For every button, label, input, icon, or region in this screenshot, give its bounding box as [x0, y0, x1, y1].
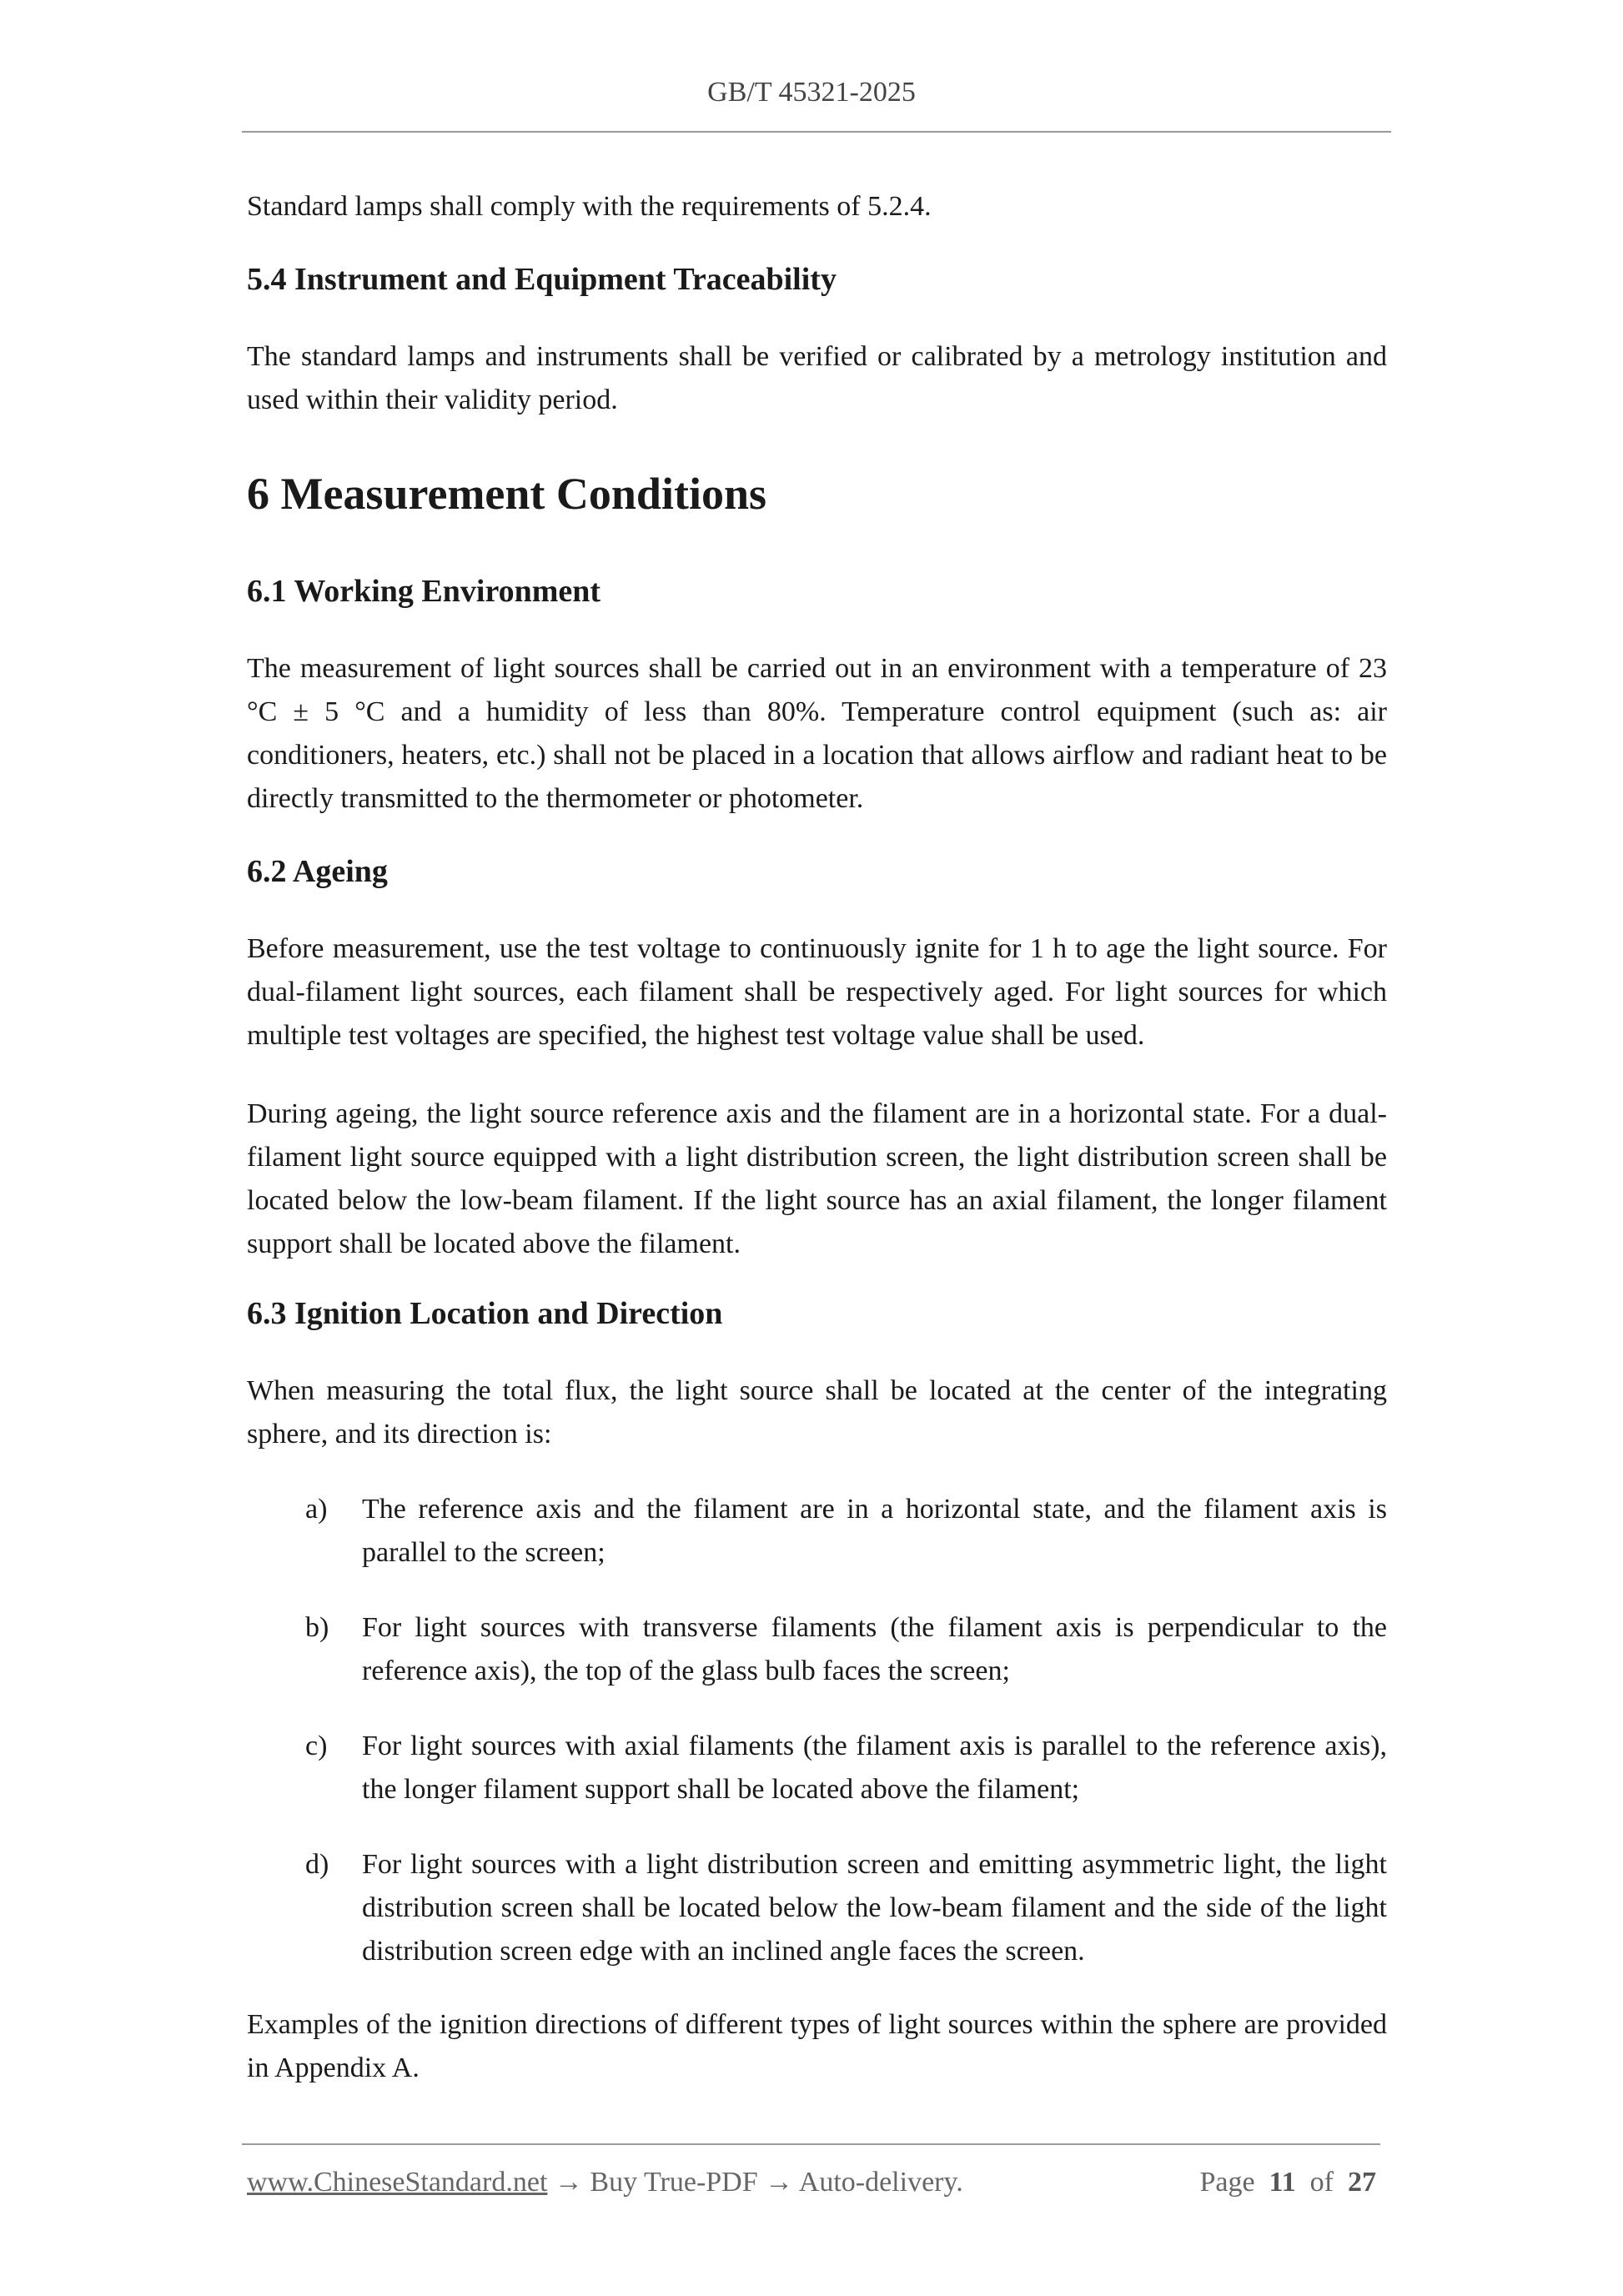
paragraph-6-2-ageing: Before measurement, use the test voltage to continuously ignite for 1 h to age the light source. For dual-filament light sources, each filament shall be respectively aged. For light sources for which multiple test voltages are specified, the highest test voltage value shall be used. [247, 933, 1387, 1051]
paragraph-6-1: The measurement of light sources shall be carried out in an environment with a temperature of 23 °C ± 5 °C and a humidity of less than 80%. Temperature control equipment (such as: air conditioners, heaters, etc.) shall not be placed in a location that allows airflow and radiant heat to be directly transmitted to the thermometer or photometer. [247, 653, 1387, 814]
list-item-text: For light sources with transverse filaments (the filament axis is perpendicular to the reference axis), the top of the glass bulb faces the screen; [362, 1612, 1387, 1686]
buy-true-pdf-text: Buy True-PDF [590, 2167, 758, 2198]
paragraph-6-2-ageing-orientation: During ageing, the light source reference axis and the filament are in a horizontal state. For a dual-filament light source equipped with a light distribution screen, the light distribution screen shall be located below the low-beam filament. If the light source has an axial filament, the longer filament support shall be located above the filament. [247, 1098, 1387, 1259]
arrow-icon: → [765, 2167, 794, 2198]
list-item-text: For light sources with axial filaments (the filament axis is parallel to the reference axis), the longer filament support shall be located above the filament; [362, 1731, 1387, 1805]
paragraph-5-4: The standard lamps and instruments shall be verified or calibrated by a metrology institution and used within their validity period. [247, 341, 1387, 415]
footer-promo [247, 2162, 963, 2203]
page-total: 27 [1348, 2167, 1376, 2198]
website-link[interactable]: www.ChineseStandard.net [247, 2167, 548, 2198]
section-heading-6-1: 6.1 Working Environment [247, 574, 601, 609]
list-item-text: For light sources with a light distribution screen and emitting asymmetric light, the light distribution screen shall be located below the low-beam filament and the side of the light distribution screen edge with an inclined angle faces the screen. [362, 1849, 1387, 1967]
list-item-text: The reference axis and the filament are in a horizontal state, and the filament axis is parallel to the screen; [362, 1494, 1387, 1568]
list-item-marker: a) [305, 1494, 328, 1525]
section-heading-6: 6 Measurement Conditions [247, 469, 767, 519]
page-header-title: GB/T 45321-2025 [707, 77, 916, 108]
paragraph-6-3: When measuring the total flux, the light source shall be located at the center of the integrating sphere, and its direction is: [247, 1375, 1387, 1449]
auto-delivery-text: Auto-delivery. [798, 2167, 963, 2198]
section-heading-6-2: 6.2 Ageing [247, 854, 388, 889]
list-item-marker: c) [305, 1731, 328, 1761]
paragraph-standard-lamps: Standard lamps shall comply with the requirements of 5.2.4. [247, 191, 932, 222]
arrow-icon: → [554, 2167, 583, 2198]
footer-divider [242, 2143, 1380, 2145]
page-indicator [1199, 2162, 1376, 2203]
page-number: 11 [1269, 2167, 1296, 2198]
section-heading-5-4: 5.4 Instrument and Equipment Traceability [247, 262, 837, 297]
list-item-marker: b) [305, 1612, 329, 1643]
paragraph-examples: Examples of the ignition directions of different types of light sources within the sphere are provided in Appendix A. [247, 2009, 1387, 2083]
section-heading-6-3: 6.3 Ignition Location and Direction [247, 1296, 723, 1331]
of-label: of [1309, 2167, 1334, 2198]
page-label: Page [1199, 2167, 1255, 2198]
list-item-marker: d) [305, 1849, 329, 1880]
header-divider [242, 131, 1391, 133]
